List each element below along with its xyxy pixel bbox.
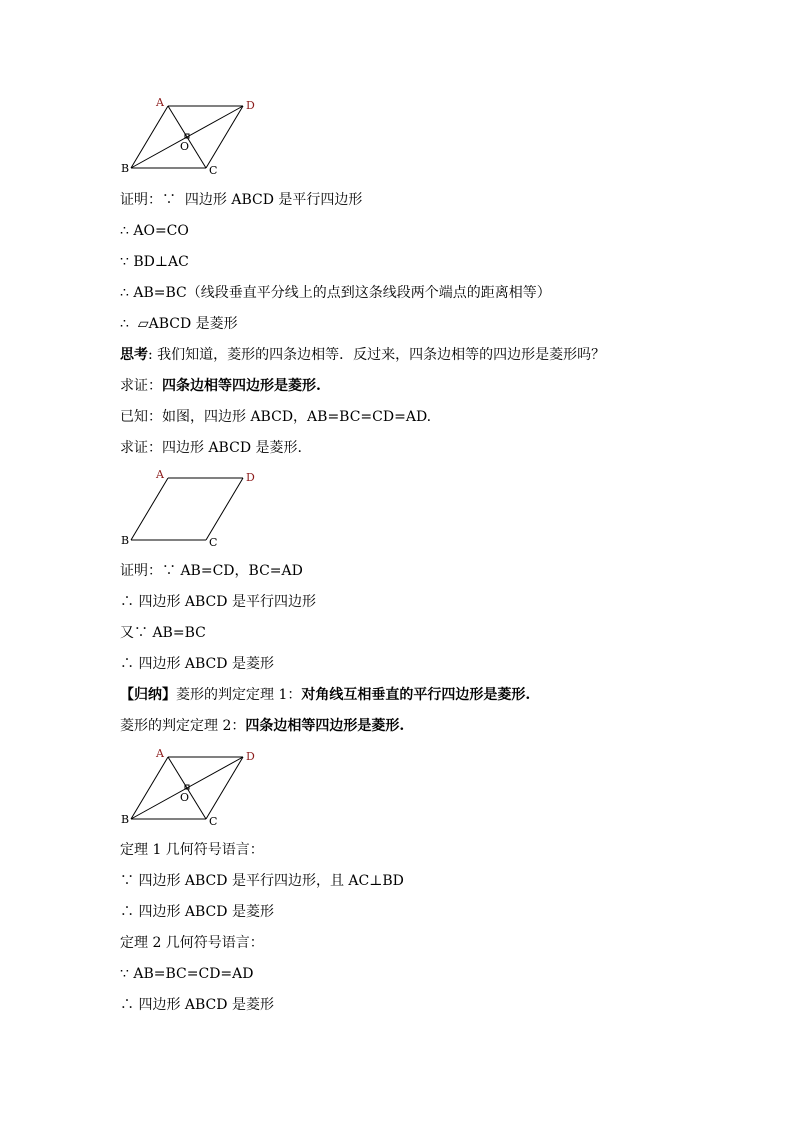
proof1-line4 [120,284,551,302]
rhombus-diagram-1 [116,96,266,176]
label-a: A [156,96,164,109]
label-a: A [156,747,164,760]
think-line [120,346,605,364]
proof1-line1-text: 四边形 ABCD 是平行四边形 [184,192,363,208]
rhombus-figure-1 [116,96,266,176]
rhombus-diagram-3 [116,747,266,827]
theorem1-prefix: 菱形的判定定理 1： [176,687,302,703]
symbolic-line4: ∴ 四边形 ABCD 是菱形 [120,997,274,1013]
proof1-line3 [120,253,189,271]
proof1-line5-text: ABCD 是菱形 [148,316,238,332]
symbolic-line1: ∵ 四边形 ABCD 是平行四边形，且 AC⊥BD [120,873,404,889]
proof1-line5 [120,315,238,333]
label-o: O [180,791,190,804]
label-c: C [209,536,218,549]
parallelogram-symbol: ▱ [137,316,149,332]
goal-line: 求证：四边形 ABCD 是菱形. [120,440,302,456]
known-line: 已知：如图，四边形 ABCD，AB=BC=CD=AD. [120,409,432,425]
proof2-line1: 证明：∵ AB=CD，BC=AD [120,563,303,579]
rhombus-figure-3 [116,747,266,827]
symbolic-heading2: 定理 2 几何符号语言： [120,935,264,951]
think-label: 思考 [120,347,148,363]
proof2-line4: ∴ 四边形 ABCD 是菱形 [120,656,274,672]
proof2-line3: 又∵ AB=BC [120,625,206,641]
label-a: A [156,468,164,481]
proof1-line1 [120,191,362,209]
label-b: B [121,813,130,826]
summary-theorem1 [120,686,530,704]
theorem1-text: 对角线互相垂直的平行四边形是菱形. [301,687,531,703]
proof1-line4-prefix: ∴ [120,285,134,301]
symbolic-line2: ∴ 四边形 ABCD 是菱形 [120,904,274,920]
side-ab [131,757,168,819]
diagonal-bd [131,757,243,819]
rhombus-diagram-2 [116,468,266,548]
proof1-line2-text: AO=CO [133,223,189,239]
label-o: O [180,140,190,153]
prove-label: 求证： [120,378,162,394]
label-c: C [209,164,218,177]
summary-label: 【归纳】 [120,687,176,703]
label-d: D [246,471,255,484]
side-cd [206,757,243,819]
side-ab [131,106,168,168]
think-text: : 我们知道，菱形的四条边相等．反过来，四条边相等的四边形是菱形吗？ [148,347,606,363]
proof2-line2: ∴ 四边形 ABCD 是平行四边形 [120,594,316,610]
proof1-line3-prefix: ∵ [120,254,134,270]
label-d: D [246,750,255,763]
proof1-line1-prefix: 证明：∵ [120,192,185,208]
label-b: B [121,534,130,547]
symbolic-line3: ∵ AB=BC=CD=AD [120,966,254,982]
theorem2-text: 四条边相等四边形是菱形. [245,718,405,734]
side-cd [206,106,243,168]
theorem2-prefix: 菱形的判定定理 2： [120,718,246,734]
side-ab [131,478,168,540]
summary-theorem2 [120,717,404,735]
side-cd [206,478,243,540]
label-d: D [246,99,255,112]
rhombus-figure-2 [116,468,266,548]
proof1-line4-text: AB=BC（线段垂直平分线上的点到这条线段两个端点的距离相等） [133,285,551,301]
proof1-line2 [120,222,189,240]
proof1-line3-text: BD⊥AC [133,254,189,270]
symbolic-heading1: 定理 1 几何符号语言： [120,842,264,858]
prove-line [120,377,321,395]
prove-text: 四条边相等四边形是菱形. [162,378,321,394]
diagonal-bd [131,106,243,168]
label-c: C [209,815,218,828]
proof1-line2-prefix: ∴ [120,223,134,239]
label-b: B [121,162,130,175]
proof1-line5-prefix: ∴ [120,316,138,332]
